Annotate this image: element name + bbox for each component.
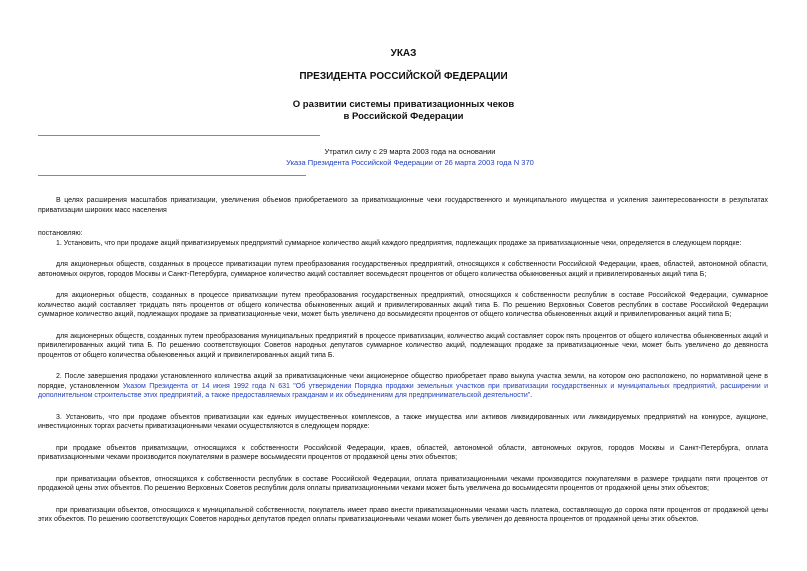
paragraph-2 [38, 372, 768, 401]
paragraph-1b: для акционерных обществ, созданных в процессе приватизации путем преобразования государственных предприятий, относящихся к собственности республик в составе Российской Федерации, суммарное количество акций составляет тридцать пять процентов от общего количества обыкновенных акций и привилегированных акций типа Б. По решению Верховных Советов республик в составе Российской Федерации суммарное количество акций, подлежащих продаже за приватизационные чеки, может быть увеличено до восьмидесяти процентов от общего количества обыкновенных акций и привилегированных акций типа Б; [38, 292, 768, 318]
paragraph-3: 3. Установить, что при продаже объектов приватизации как единых имущественных комплексов, а также имущества или активов ликвидированных или ликвидируемых предприятий на конкурсе, аукционе, инвестиционных торгах расчеты приватизационными чеками осуществляются в следующем порядке: [38, 413, 768, 430]
paragraph-3a: при продаже объектов приватизации, относящихся к собственности Российской Федерации, краев, областей, автономной области, автономных округов, городов Москвы и Санкт-Петербурга, оплата приватизационными чеками производится покупателями в размере восьмидесяти процентов от продажной цены этих объектов; [38, 444, 768, 461]
paragraph-1a: для акционерных обществ, созданных в процессе приватизации путем преобразования государственных предприятий, относящихся к собственности Российской Федерации, краев, областей, автономной области, автономных округов, городов Москвы и Санкт-Петербурга, суммарное количество акций составляет восемьдесят процентов от общего количества обыкновенных акций и привилегированных акций типа Б; [38, 261, 768, 278]
paragraph-3c: при приватизации объектов, относящихся к муниципальной собственности, покупатель имеет право внести приватизационными чеками часть платежа, составляющую до сорока пяти процентов от продажной цены этих объектов. По решению соответствующих Советов народных депутатов предел оплаты приватизационными чеками может быть увеличен до девяноста процентов от продажной цены этих объектов. [38, 506, 768, 523]
subtitle-line-1: О развитии системы приватизационных чеков [292, 99, 515, 110]
paragraph-1c: для акционерных обществ, созданных путем преобразования муниципальных предприятий в процессе приватизации, количество акций составляет сорок пять процентов от общего количества обыкновенных акций и привилегированных акций типа Б. По решению соответствующих Советов народных депутатов суммарное количество акций, подлежащих продаже за приватизационные чеки, может быть увеличено до девяноста процентов от общего количества обыкновенных акций и привилегированных акций типа Б. [38, 332, 768, 359]
paragraph-2-link[interactable]: Указом Президента от 14 июня 1992 года N 631 "Об утверждении Порядка продажи земельных участков при приватизации государственных и муниципальных предприятий, расширении и дополнительном строительстве этих предприятий, а также предоставляемых гражданам и их объединениям для предпринимательской деятельности" [38, 382, 768, 399]
divider-bottom [38, 175, 306, 176]
lost-force-notice [250, 146, 570, 168]
paragraph-2-text: 2. После завершения продажи установленного количества акций за приватизационные чеки акционерное общество приобретает право выкупа участка земли, на котором оно расположено, по нормативной цене в порядке, установленном [38, 373, 768, 390]
decree-title: УКАЗ [390, 48, 417, 59]
lost-force-link[interactable]: Указа Президента Российской Федерации от 26 марта 2003 года N 370 [286, 158, 534, 167]
lost-force-text: Утратил силу с 29 марта 2003 года на основании [324, 147, 496, 156]
paragraph-intro: В целях расширения масштабов приватизации, увеличения объемов приобретаемого за приватизационные чеки государственного и муниципального имущества и усиления заинтересованности в результатах приватизации широких масс населения [38, 197, 768, 214]
subtitle-line-2: в Российской Федерации [343, 111, 464, 122]
decree-subtitle [0, 99, 807, 123]
divider-top [38, 135, 320, 136]
paragraph-3b: при приватизации объектов, относящихся к собственности республик в составе Российской Федерации, оплата приватизационными чеками производится покупателями в размере тридцати пяти процентов от продажной цены этих объектов. По решению Верховных Советов республик доля оплаты приватизационными чеками может быть увеличена до восьмидесяти процентов от продажной цены этих объектов; [38, 475, 768, 492]
paragraph-1: 1. Установить, что при продаже акций приватизируемых предприятий суммарное количество акций каждого предприятия, подлежащих продаже за приватизационные чеки, определяется в следующем порядке: [56, 239, 742, 247]
decree-issuer: ПРЕЗИДЕНТА РОССИЙСКОЙ ФЕДЕРАЦИИ [299, 71, 508, 82]
paragraph-2-end: . [530, 392, 533, 399]
document-body [38, 196, 768, 537]
paragraph-decree: постановляю: [38, 230, 83, 237]
